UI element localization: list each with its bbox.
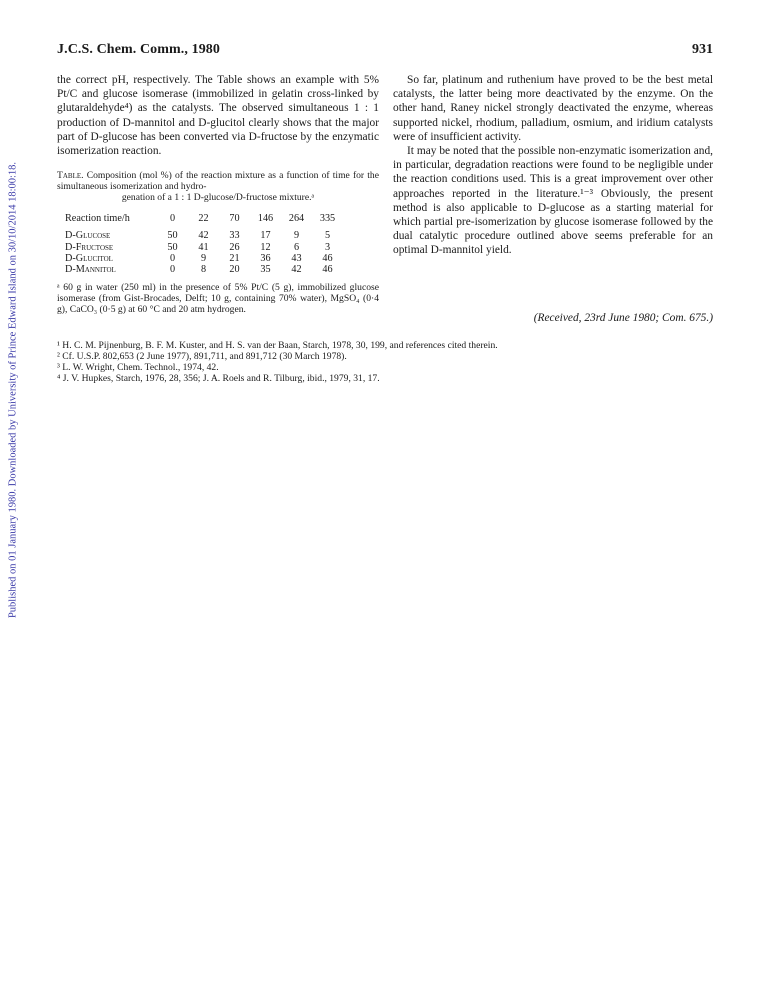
reference-item: ³ L. W. Wright, Chem. Technol., 1974, 42. — [57, 362, 219, 373]
table-caption-label: Table. — [57, 170, 84, 182]
table-header-cell: 0 — [169, 213, 176, 225]
table-row — [65, 264, 343, 275]
row-label: D-Glucose — [65, 230, 111, 242]
table-row — [65, 230, 343, 241]
table-cell: 43 — [291, 252, 302, 264]
row-label: D-Glucitol — [65, 252, 113, 264]
table-cell: 46 — [322, 252, 333, 264]
journal-title: J.C.S. Chem. Comm., 1980 — [57, 42, 221, 57]
table-cell: 12 — [260, 241, 271, 253]
table-cell: 9 — [200, 252, 207, 264]
page-number: 931 — [692, 42, 713, 57]
table-caption-text: Composition (mol %) of the reaction mixture as a function of time for the simultaneous isomerization and hydro- — [57, 170, 379, 193]
table-header-cell: 70 — [229, 213, 240, 225]
table-cell: 41 — [198, 241, 209, 253]
table-cell: 36 — [260, 252, 271, 264]
page-header — [57, 42, 713, 62]
left-paragraph: the correct pH, respectively. The Table shows an example with 5% Pt/C and glucose isomerase (immobilized in gelatin cross-linked by glutaraldehyde⁴) as the catalysts. The observed simultaneous 1 : 1 production of D-mannitol and D-glucitol clearly shows that the major part of D-glucose has been converted via D-fructose by the enzymatic isomerization reaction. — [57, 74, 379, 158]
right-column — [393, 73, 713, 258]
table-footnote: ᵃ 60 g in water (250 ml) in the presence of 5% Pt/C (5 g), immobilized glucose isomerase (from Gist-Brocades, Delft; 10 g, containing 70% water), MgSO₄ (0·4 g), CaCO₃ (0·5 g) at 60 °C and 20 atm hydrogen. — [57, 282, 379, 315]
table-row — [65, 253, 343, 264]
table-cell: 42 — [291, 264, 302, 276]
composition-table — [65, 213, 343, 275]
table-cell: 42 — [198, 230, 209, 242]
table-cell: 0 — [169, 252, 176, 264]
table-row — [65, 242, 343, 253]
references — [57, 340, 713, 384]
download-watermark — [4, 150, 22, 630]
reference-item: ² Cf. U.S.P. 802,653 (2 June 1977), 891,711, and 891,712 (30 March 1978). — [57, 351, 347, 362]
table-cell: 26 — [229, 241, 240, 253]
table-cell: 35 — [260, 264, 271, 276]
table-header-label: Reaction time/h — [65, 213, 130, 225]
table-cell: 20 — [229, 264, 240, 276]
table-cell: 0 — [169, 264, 176, 276]
table-cell: 33 — [229, 230, 240, 242]
table-header-cell: 22 — [198, 213, 209, 225]
table-header-cell: 146 — [257, 213, 274, 225]
table-cell: 21 — [229, 252, 240, 264]
table-cell: 6 — [293, 241, 300, 253]
table-header-row — [65, 213, 343, 230]
table-cell: 9 — [293, 230, 300, 242]
row-label: D-Mannitol — [65, 264, 116, 276]
right-paragraph-1: So far, platinum and ruthenium have proved to be the best metal catalysts, the latter being more deactivated by the enzyme. On the other hand, Raney nickel strongly deactivated the enzyme, whereas supported nickel, rhodium, palladium, osmium, and iridium catalysts were of insufficient activity. — [393, 74, 713, 143]
table-cell: 17 — [260, 230, 271, 242]
row-label: D-Fructose — [65, 241, 114, 253]
table-header-cell: 264 — [288, 213, 305, 225]
table-cell: 8 — [200, 264, 207, 276]
table-header-cell: 335 — [319, 213, 336, 225]
table-cell: 5 — [324, 230, 331, 242]
download-notice[interactable]: Published on 01 January 1980. Downloaded by University of Prince Edward Island on 30/10/2014 18:00:18. — [7, 161, 19, 619]
table-cell: 50 — [167, 230, 178, 242]
reference-item: ⁴ J. V. Hupkes, Starch, 1976, 28, 356; J. A. Roels and R. Tilburg, ibid., 1979, 31, 17. — [57, 373, 380, 384]
table-cell: 46 — [322, 264, 333, 276]
table-caption-last: genation of a 1 : 1 D-glucose/D-fructose mixture.ᵃ — [121, 192, 315, 204]
right-paragraph-2: It may be noted that the possible non-enzymatic isomerization and, in particular, degradation reactions were found to be negligible under the reaction conditions used. This is a great improvement over other approaches reported in the literature.¹⁻³ Obviously, the present method is also applicable to D-glucose as a starting material for which partial pre-isomerization by glucose isomerase followed by the dual catalytic procedure outlined above seems preferable for an optimal D-mannitol yield. — [393, 145, 713, 257]
received-line: (Received, 23rd June 1980; Com. 675.) — [533, 312, 713, 324]
reference-item: ¹ H. C. M. Pijnenburg, B. F. M. Kuster, and H. S. van der Baan, Starch, 1978, 30, 199, and references cited therein. — [57, 340, 498, 351]
table-cell: 50 — [167, 241, 178, 253]
table-cell: 3 — [324, 241, 331, 253]
table-caption — [57, 170, 379, 203]
left-column — [57, 73, 379, 316]
